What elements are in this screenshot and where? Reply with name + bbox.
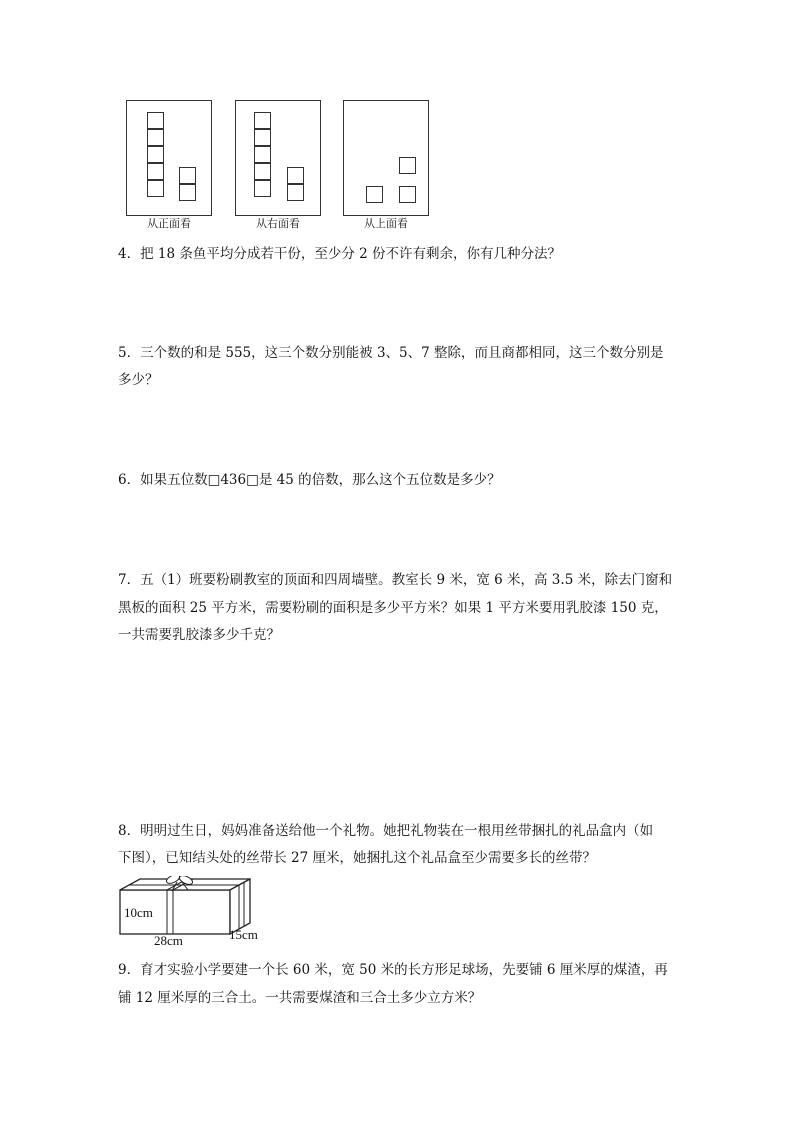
right-view-panel [235,100,321,216]
question-7-line-3: 一共需要乳胶漆多少千克？ [118,627,280,643]
cube [147,163,164,180]
cube [147,180,164,197]
cube [399,157,416,174]
gift-box-height-label: 10cm [124,905,153,920]
question-6: 6．如果五位数□436□是 45 的倍数，那么这个五位数是多少？ [118,472,501,488]
question-8-line-2: 下图），已知结头处的丝带长 27 厘米，她捆扎这个礼品盒至少需要多长的丝带？ [118,850,597,866]
question-5-line-1: 5．三个数的和是 555，这三个数分别能被 3、5、7 整除，而且商都相同，这三个数分别是 [118,345,664,361]
cube [399,186,416,203]
cube [147,112,164,129]
question-5-line-2: 多少？ [118,372,159,388]
cube [254,146,271,163]
cube [254,112,271,129]
cube [287,167,304,184]
gift-box-figure [118,876,278,952]
cube [254,180,271,197]
question-7-line-2: 黑板的面积 25 平方米，需要粉刷的面积是多少平方米？如果 1 平方米要用乳胶漆 150 克， [118,600,668,616]
question-9-line-1: 9．育才实验小学要建一个长 60 米，宽 50 米的长方形足球场，先要铺 6 厘米厚的煤渣，再 [118,962,668,978]
front-view-label: 从正面看 [147,217,191,230]
top-view-panel [343,100,429,216]
cube [254,129,271,146]
top-view-label: 从上面看 [364,217,408,230]
cube [254,163,271,180]
cube [147,129,164,146]
cube [287,184,304,201]
right-view-label: 从右面看 [256,217,300,230]
gift-box-width-label: 15cm [229,927,258,942]
cube [179,167,196,184]
question-7-line-1: 7．五（1）班要粉刷教室的顶面和四周墙壁。教室长 9 米，宽 6 米，高 3.5 米，除去门窗和 [118,572,673,588]
front-view-panel [126,100,212,216]
question-4: 4．把 18 条鱼平均分成若干份，至少分 2 份不许有剩余，你有几种分法？ [118,246,562,262]
cube [366,186,383,203]
cube [179,184,196,201]
question-9-line-2: 铺 12 厘米厚的三合土。一共需要煤渣和三合土多少立方米？ [118,990,482,1006]
gift-box-length-label: 28cm [154,933,183,948]
question-8-line-1: 8．明明过生日，妈妈准备送给他一个礼物。她把礼物装在一根用丝带捆扎的礼品盒内（如 [118,823,654,839]
cube [147,146,164,163]
